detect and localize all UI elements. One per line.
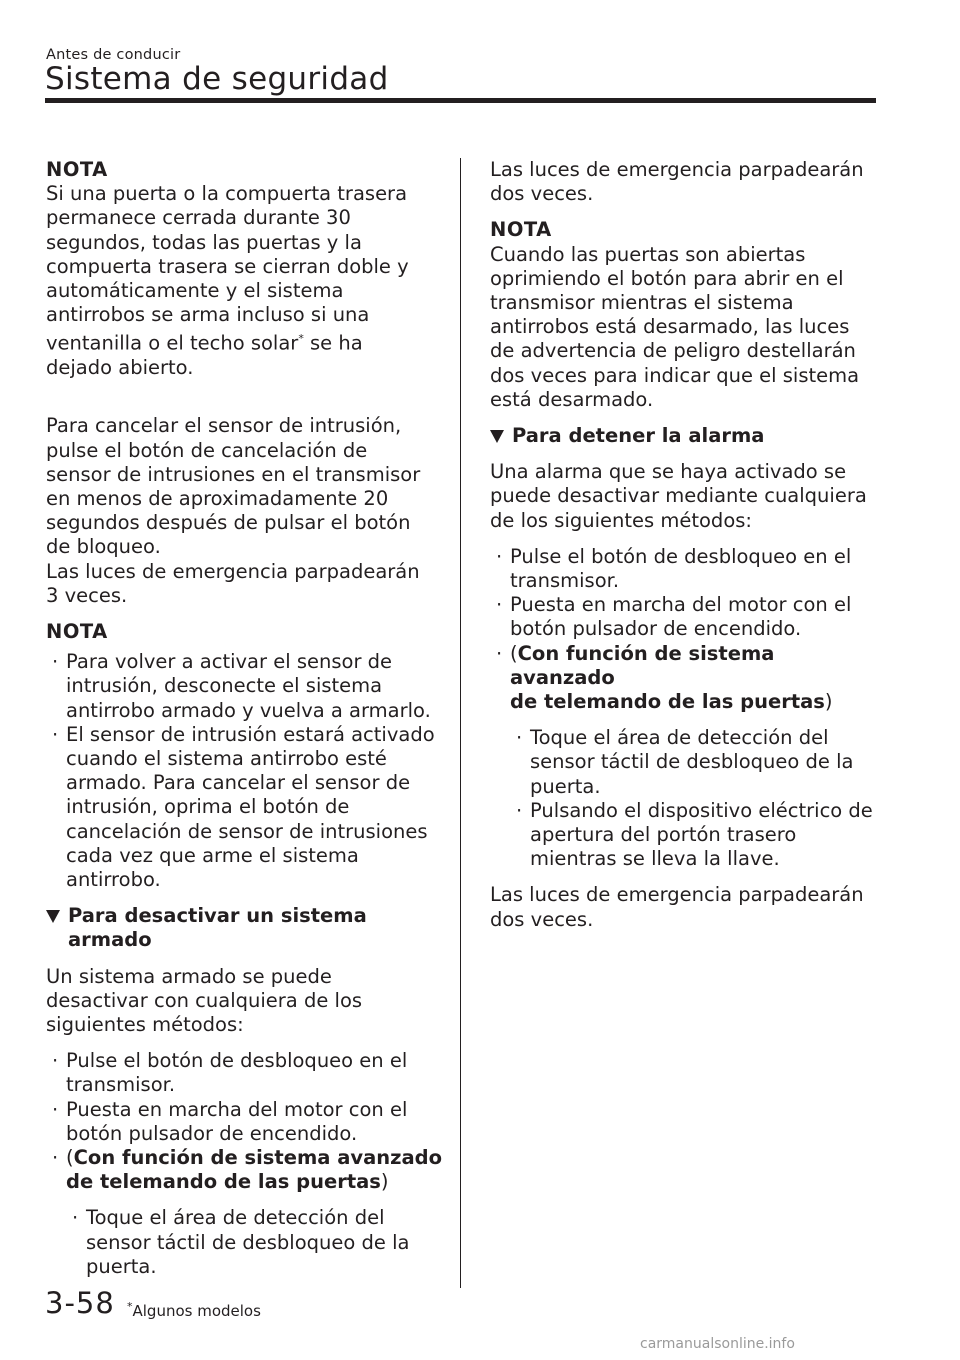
text-line: · Pulse el botón de desbloqueo en el xyxy=(66,1049,408,1073)
text-line: intrusión, oprima el botón de xyxy=(66,795,350,819)
footnote-marker: * xyxy=(298,332,304,346)
list-item xyxy=(66,1098,446,1146)
column-divider xyxy=(460,158,461,1288)
text-line: sensor táctil de desbloqueo de la xyxy=(530,750,854,774)
list-item xyxy=(86,1206,446,1279)
text-span: ) xyxy=(380,1170,389,1194)
text-line: Un sistema armado se puede xyxy=(46,964,332,988)
bold-text: Con función de sistema avanzado xyxy=(510,641,775,689)
text-line: dejado abierto. xyxy=(46,356,194,380)
text-line: compuerta trasera se cierran doble y xyxy=(46,254,409,278)
left-column xyxy=(46,158,446,1279)
list-item xyxy=(66,1049,446,1097)
text-line: antirrobo. xyxy=(66,867,161,891)
note-text xyxy=(490,243,885,412)
text-line xyxy=(510,642,885,690)
text-line: Las luces de emergencia parpadearán xyxy=(490,158,864,181)
text-line: puerta. xyxy=(530,774,601,798)
text-line: Cuando las puertas son abiertas xyxy=(490,242,806,266)
text-line: intrusión, desconecte el sistema xyxy=(66,674,383,698)
text-line: puerta. xyxy=(86,1254,157,1278)
text-line: · Toque el área de detección del xyxy=(86,1206,385,1230)
text-line: · Pulsando el dispositivo eléctrico de xyxy=(530,798,873,822)
list-item xyxy=(510,545,885,593)
text-line: antirrobos está desarmado, las luces xyxy=(490,315,850,339)
note-list xyxy=(46,650,446,892)
triangle-down-icon xyxy=(46,910,60,923)
text-line: permanece cerrada durante 30 xyxy=(46,206,351,230)
text-line xyxy=(46,327,446,356)
text-line xyxy=(66,1146,446,1170)
sub-methods-list xyxy=(46,1206,446,1279)
bold-text: de telemando de las puertas xyxy=(510,690,825,714)
text-line: dos veces para indicar que el sistema xyxy=(490,363,860,387)
section-label: Antes de conducir xyxy=(46,47,181,63)
text-line: siguientes métodos: xyxy=(46,1013,244,1036)
text-line: está desarmado. xyxy=(490,387,654,411)
text-line: segundos después de pulsar el botón xyxy=(46,511,411,535)
text-line: segundos, todas las puertas y la xyxy=(46,230,362,254)
text-line xyxy=(510,690,885,714)
text-line: transmisor mientras el sistema xyxy=(490,291,794,315)
right-column xyxy=(490,158,885,932)
methods-list xyxy=(490,545,885,714)
text-line: antirrobos se arma incluso si una xyxy=(46,303,370,327)
text-line: botón pulsador de encendido. xyxy=(66,1121,358,1145)
text-span: se ha xyxy=(303,331,363,355)
text-span: ( xyxy=(66,1146,74,1170)
text-line: dos veces. xyxy=(490,907,594,931)
page-number: 3-58 xyxy=(45,1286,115,1320)
text-line: · Puesta en marcha del motor con el xyxy=(510,593,852,617)
text-line: cancelación de sensor de intrusiones xyxy=(66,819,428,843)
text-line xyxy=(66,1170,446,1194)
page-title: Sistema de seguridad xyxy=(45,61,389,97)
list-item xyxy=(510,642,885,715)
list-item xyxy=(510,593,885,641)
note-text xyxy=(46,182,446,380)
text-span: ventanilla o el techo solar xyxy=(46,331,299,355)
text-line: · El sensor de intrusión estará activado xyxy=(66,722,435,746)
triangle-down-icon xyxy=(490,430,504,443)
heading-text: Para detener la alarma xyxy=(512,424,765,448)
footnote-marker: * xyxy=(127,1300,133,1313)
paragraph xyxy=(46,414,446,608)
list-item xyxy=(66,1146,446,1194)
text-line: armado. Para cancelar el sensor de xyxy=(66,771,411,795)
text-line: antirrobo armado y vuelva a armarlo. xyxy=(66,698,431,722)
text-line: sensor táctil de desbloqueo de la xyxy=(86,1230,410,1254)
text-line: transmisor. xyxy=(66,1073,176,1097)
text-line: · Puesta en marcha del motor con el xyxy=(66,1097,408,1121)
text-line: dos veces. xyxy=(490,182,594,206)
text-line: Las luces de emergencia parpadearán xyxy=(46,559,420,583)
footnote-text: Algunos modelos xyxy=(132,1302,261,1320)
text-line: cada vez que arme el sistema xyxy=(66,843,359,867)
sub-methods-list xyxy=(490,726,885,871)
text-line: Las luces de emergencia parpadearán xyxy=(490,883,864,907)
text-line: transmisor. xyxy=(510,569,620,593)
text-line: Para cancelar el sensor de intrusión, xyxy=(46,414,402,438)
text-line: Si una puerta o la compuerta trasera xyxy=(46,182,408,206)
paragraph xyxy=(46,965,446,1038)
text-line: apertura del portón trasero xyxy=(530,823,797,847)
paragraph xyxy=(490,158,885,206)
note-label: NOTA xyxy=(490,218,552,242)
text-line: de advertencia de peligro destellarán xyxy=(490,339,856,363)
text-line: cuando el sistema antirrobo esté xyxy=(66,746,387,770)
section-heading xyxy=(490,424,885,448)
text-span: ) xyxy=(824,690,833,714)
text-line: puede desactivar mediante cualquiera xyxy=(490,484,867,508)
text-line: automáticamente y el sistema xyxy=(46,279,344,303)
list-item xyxy=(66,723,446,892)
note-label: NOTA xyxy=(46,158,108,181)
text-line: en menos de aproximadamente 20 xyxy=(46,486,389,510)
methods-list xyxy=(46,1049,446,1194)
section-heading xyxy=(46,904,446,952)
footnote xyxy=(127,1300,261,1320)
text-line: 3 veces. xyxy=(46,583,128,607)
text-line: de bloqueo. xyxy=(46,535,161,559)
text-line: mientras se lleva la llave. xyxy=(530,847,780,871)
text-line: desactivar con cualquiera de los xyxy=(46,988,363,1012)
header-rule xyxy=(45,98,876,103)
watermark: carmanualsonline.info xyxy=(640,1336,795,1352)
text-line: pulse el botón de cancelación de xyxy=(46,438,368,462)
text-line: · Toque el área de detección del xyxy=(530,726,829,750)
text-line: botón pulsador de encendido. xyxy=(510,617,802,641)
paragraph xyxy=(490,460,885,533)
text-line: sensor de intrusiones en el transmisor xyxy=(46,462,421,486)
paragraph xyxy=(490,883,885,931)
heading-text: Para desactivar un sistema armado xyxy=(68,904,367,952)
list-item xyxy=(530,799,885,872)
text-line: · Pulse el botón de desbloqueo en el xyxy=(510,544,852,568)
bold-text: de telemando de las puertas xyxy=(66,1170,381,1194)
text-line: de los siguientes métodos: xyxy=(490,508,752,532)
list-item xyxy=(66,650,446,723)
list-item xyxy=(530,726,885,799)
bold-text: Con función de sistema avanzado xyxy=(73,1146,443,1170)
text-line: oprimiendo el botón para abrir en el xyxy=(490,266,844,290)
note-label: NOTA xyxy=(46,619,108,643)
text-span: ( xyxy=(510,641,518,665)
text-line: Una alarma que se haya activado se xyxy=(490,460,847,484)
text-line: · Para volver a activar el sensor de xyxy=(66,650,393,674)
